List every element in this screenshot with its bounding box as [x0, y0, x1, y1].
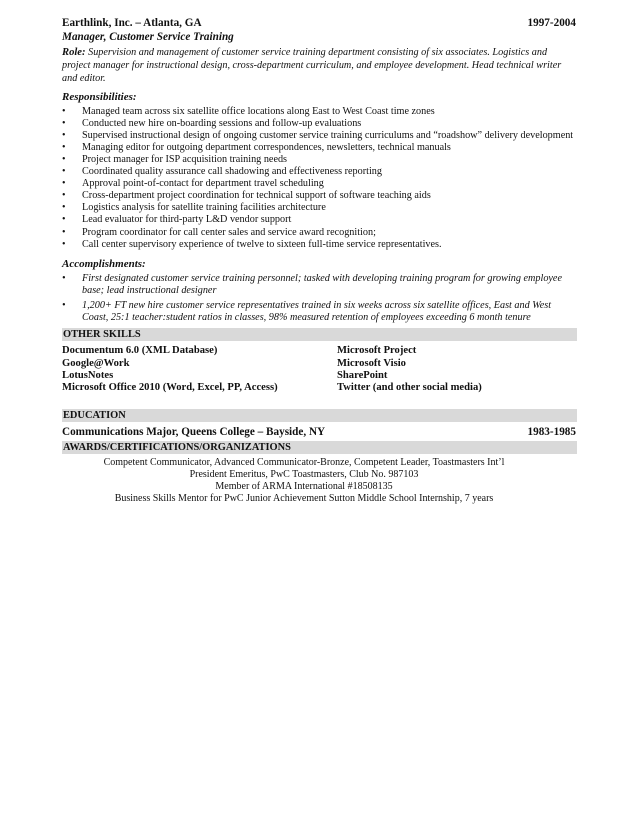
- responsibilities-heading: Responsibilities:: [62, 90, 137, 103]
- list-item: • Managed team across six satellite office locations along East to West Coast time zones: [62, 106, 576, 118]
- accomplishments-heading: Accomplishments:: [62, 257, 146, 270]
- job-header: [62, 16, 576, 30]
- skill-item: Microsoft Visio: [337, 357, 406, 369]
- skill-item: LotusNotes: [62, 369, 114, 381]
- role-text: Supervision and management of customer service training department consisting of six associates. Logistics and project manager for instructional design, cross-department curriculum, and employee development. Head technical writer and editor.: [62, 47, 562, 85]
- resume-page: [62, 16, 576, 505]
- role-label: Role:: [62, 47, 86, 58]
- awards-heading: AWARDS/CERTIFICATIONS/ORGANIZATIONS: [62, 441, 577, 454]
- list-item: • Managing editor for outgoing department correspondences, newsletters, technical manuals: [62, 142, 576, 154]
- education-school: Communications Major, Queens College – Bayside, NY: [62, 425, 326, 438]
- list-item: • Supervised instructional design of ongoing customer service training curriculums and “roadshow” delivery development: [62, 130, 576, 142]
- list-item: • Conducted new hire on-boarding sessions and follow-up evaluations: [62, 118, 576, 130]
- list-item: • 1,200+ FT new hire customer service representatives trained in six weeks across six satellite offices, East and West Coast, 25:1 teacher:student ratios in classes, 98% measured retention of employees exceeding 6 month tenure: [62, 300, 576, 325]
- job-years: 1997-2004: [527, 17, 576, 29]
- skill-item: Twitter (and other social media): [337, 382, 482, 394]
- skills-column-2: [337, 345, 576, 394]
- education-years: 1983-1985: [527, 425, 576, 438]
- other-skills-heading: OTHER SKILLS: [62, 328, 577, 341]
- list-item: • Program coordinator for call center sales and service award recognition;: [62, 227, 576, 239]
- skill-item: SharePoint: [337, 369, 388, 381]
- skill-item: Microsoft Office 2010 (Word, Excel, PP, Access): [62, 382, 278, 394]
- list-item: • Call center supervisory experience of twelve to sixteen full-time service representatives.: [62, 239, 576, 251]
- list-item: • Approval point-of-contact for department travel scheduling: [62, 178, 576, 190]
- list-item: • Lead evaluator for third-party L&D vendor support: [62, 214, 576, 226]
- job-title: Manager, Customer Service Training: [62, 31, 234, 43]
- education-entry: [62, 425, 576, 439]
- list-item: • First designated customer service training personnel; tasked with developing training program for growing employee base; lead instructional designer: [62, 273, 576, 298]
- skill-item: Documentum 6.0 (XML Database): [62, 345, 218, 357]
- education-heading: EDUCATION: [62, 409, 577, 422]
- award-item: President Emeritus, PwC Toastmasters, Club No. 987103: [189, 468, 419, 480]
- awards-list: [62, 457, 576, 506]
- award-item: Member of ARMA International #18508135: [215, 480, 393, 492]
- list-item: • Coordinated quality assurance call shadowing and effectiveness reporting: [62, 166, 576, 178]
- skill-item: Google@Work: [62, 357, 130, 369]
- job-company-location: Earthlink, Inc. – Atlanta, GA: [62, 17, 202, 29]
- other-skills: [62, 345, 576, 394]
- list-item: • Project manager for ISP acquisition training needs: [62, 154, 576, 166]
- skills-column-1: [62, 345, 337, 394]
- job-role: [62, 46, 576, 86]
- award-item: Competent Communicator, Advanced Communicator-Bronze, Competent Leader, Toastmasters Int’l: [103, 456, 505, 468]
- accomplishments-list: [62, 273, 576, 325]
- responsibilities-list: [62, 106, 576, 251]
- list-item: • Logistics analysis for satellite training facilities architecture: [62, 202, 576, 214]
- skill-item: Microsoft Project: [337, 345, 417, 357]
- award-item: Business Skills Mentor for PwC Junior Achievement Sutton Middle School Internship, 7 years: [114, 493, 494, 505]
- list-item: • Cross-department project coordination for technical support of software teaching aids: [62, 190, 576, 202]
